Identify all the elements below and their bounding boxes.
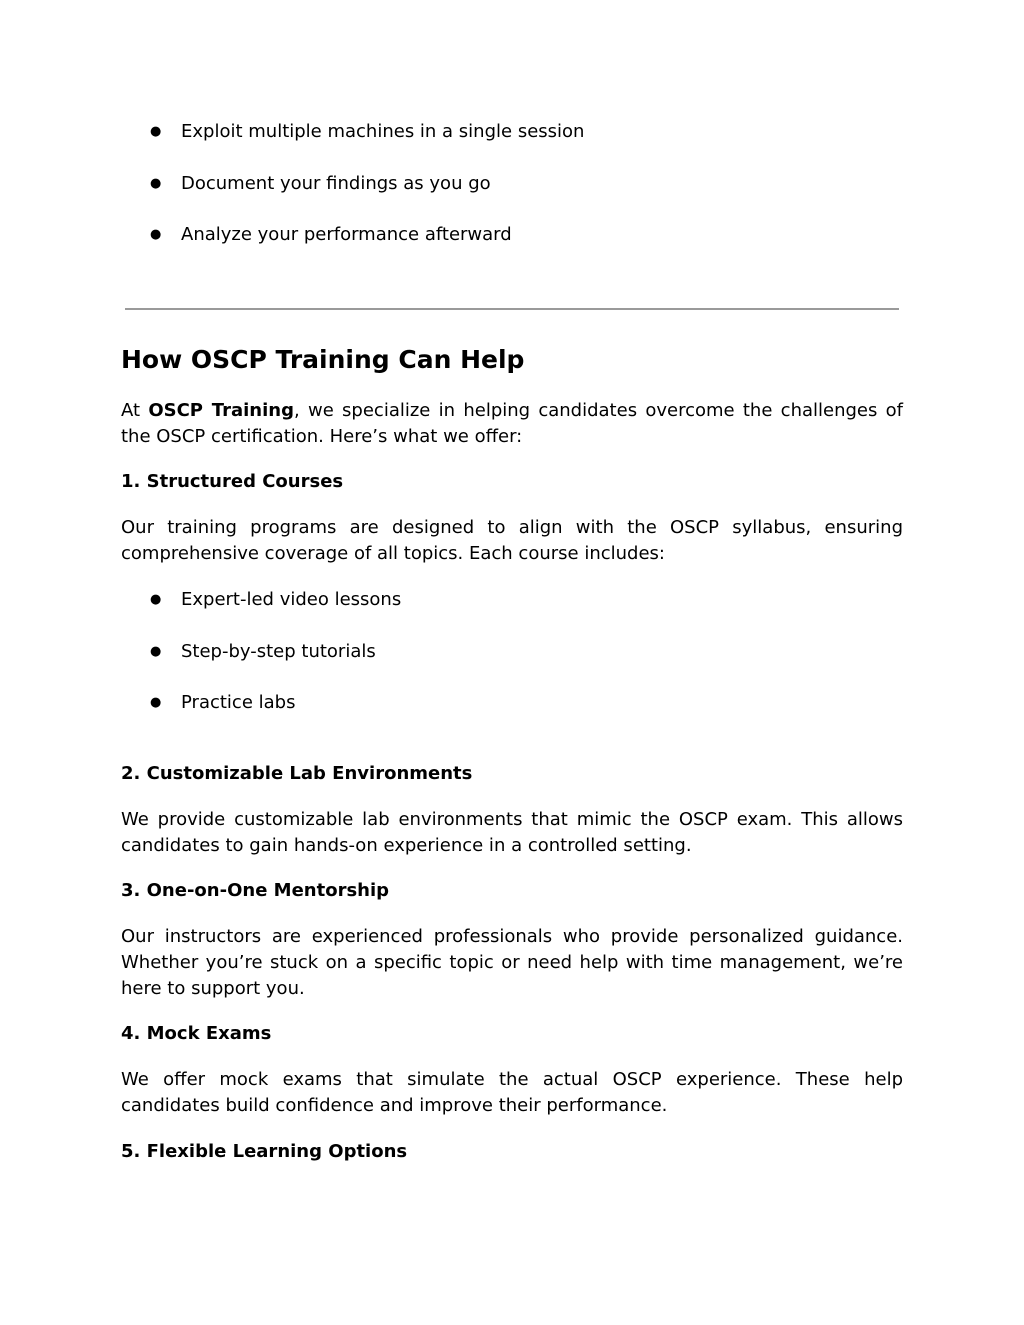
- list-item-text: Step-by-step tutorials: [181, 640, 376, 662]
- subheading-mentorship: 3. One-on-One Mentorship: [121, 880, 390, 901]
- subheading-flexible-learning: 5. Flexible Learning Options: [121, 1141, 408, 1162]
- bullet-icon: ●: [150, 227, 162, 242]
- bullet-icon: ●: [150, 643, 162, 659]
- intro-paragraph: [121, 398, 903, 450]
- bullet-icon: ●: [150, 175, 162, 191]
- intro-suffix: , we specialize in helping candidates overcome the challenges of the OSCP certification. Here’s what we offer:: [121, 400, 903, 447]
- subheading-structured-courses: 1. Structured Courses: [121, 471, 344, 492]
- intro-prefix: At: [121, 400, 149, 421]
- list-item-text: Practice labs: [181, 692, 296, 713]
- bullet-icon: ●: [150, 124, 162, 139]
- list-item-text: Document your findings as you go: [181, 172, 491, 194]
- subheading-lab-environments: 2. Customizable Lab Environments: [121, 763, 473, 784]
- structured-courses-paragraph: Our training programs are designed to align with the OSCP syllabus, ensuring comprehensive coverage of all topics. Each course includes:: [121, 517, 903, 564]
- subheading-mock-exams: 4. Mock Exams: [121, 1023, 272, 1044]
- list-item-text: Expert-led video lessons: [181, 589, 402, 610]
- lab-environments-paragraph: We provide customizable lab environments that mimic the OSCP exam. This allows candidates to gain hands-on experience in a controlled setting.: [121, 809, 903, 856]
- mock-exams-paragraph: We offer mock exams that simulate the actual OSCP experience. These help candidates build confidence and improve their performance.: [121, 1069, 903, 1116]
- bullet-icon: ●: [150, 592, 162, 607]
- section-heading: How OSCP Training Can Help: [121, 345, 525, 374]
- list-item-text: Exploit multiple machines in a single session: [181, 121, 585, 142]
- mentorship-paragraph: Our instructors are experienced professionals who provide personalized guidance. Whether you’re stuck on a specific topic or need help with time management, we’re here to support you.: [121, 926, 903, 999]
- intro-brand: OSCP Training: [148, 400, 294, 421]
- list-item-text: Analyze your performance afterward: [181, 224, 512, 245]
- horizontal-rule: [125, 308, 899, 310]
- bullet-icon: ●: [150, 695, 162, 710]
